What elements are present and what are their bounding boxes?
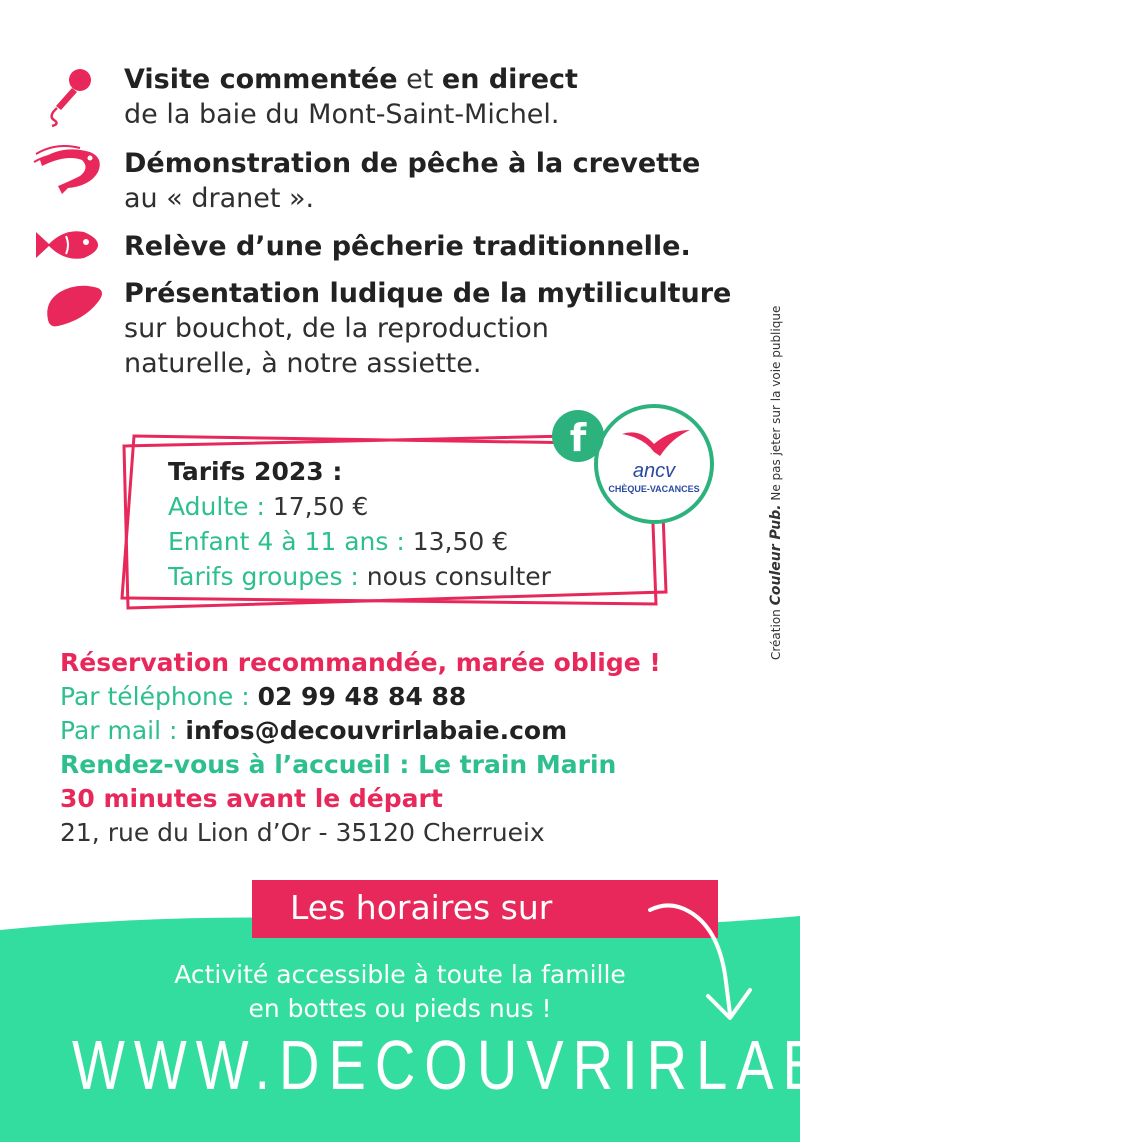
- tarif-adulte-value: 17,50 €: [272, 492, 369, 521]
- microphone-icon: [44, 66, 100, 126]
- phone-line: [60, 680, 661, 714]
- feature-peche-title: Démonstration de pêche à la crevette: [124, 148, 701, 179]
- ancv-badge: [594, 404, 714, 524]
- feature-visite-line2: de la baie du Mont-Saint-Michel.: [124, 99, 560, 130]
- tarif-enfant-value: 13,50 €: [412, 527, 509, 556]
- facebook-letter: f: [569, 416, 587, 460]
- ancv-subtitle: CHÈQUE-VACANCES: [608, 484, 700, 494]
- feature-mytiliculture-title: Présentation ludique de la mytiliculture: [124, 278, 732, 309]
- phone-value[interactable]: 02 99 48 84 88: [257, 682, 467, 711]
- mail-label: Par mail :: [60, 716, 186, 745]
- rdv-line: Rendez-vous à l’accueil : Le train Marin: [60, 750, 617, 779]
- phone-label: Par téléphone :: [60, 682, 258, 711]
- feature-visite-bold-a: Visite commentée: [124, 64, 398, 95]
- tarif-adulte-label: Adulte :: [168, 492, 273, 521]
- tarif-adulte: [168, 489, 551, 524]
- mail-line: [60, 714, 661, 748]
- reservation-note: Réservation recommandée, marée oblige !: [60, 648, 661, 677]
- credit-vertical: [768, 306, 784, 660]
- feature-visite: [124, 62, 578, 132]
- ancv-name: ancv: [632, 460, 676, 482]
- feature-visite-line1: [124, 62, 578, 97]
- contact-block: [60, 646, 661, 850]
- tarif-enfant-label: Enfant 4 à 11 ans :: [168, 527, 413, 556]
- feature-visite-mid: et: [397, 64, 442, 95]
- famille-line2: en bottes ou pieds nus !: [248, 994, 552, 1023]
- feature-mytiliculture-line2: sur bouchot, de la reproduction: [124, 313, 549, 344]
- famille-note: [0, 958, 800, 1026]
- feature-mytiliculture-line3: naturelle, à notre assiette.: [124, 348, 482, 379]
- feature-mytiliculture: [124, 276, 731, 381]
- credit-prefix: Création: [769, 605, 783, 660]
- facebook-icon[interactable]: [552, 410, 604, 462]
- ancv-bird-icon: [620, 426, 692, 460]
- tarif-groupes: [168, 559, 551, 594]
- feature-peche: [124, 146, 700, 216]
- tarif-list: [168, 454, 551, 594]
- famille-line1: Activité accessible à toute la famille: [174, 960, 626, 989]
- mussel-icon: [44, 282, 104, 328]
- horaires-text: Les horaires sur: [290, 888, 553, 927]
- credit-brand: Couleur Pub.: [768, 504, 784, 606]
- shrimp-icon: [32, 142, 108, 194]
- mail-value[interactable]: infos@decouvrirlabaie.com: [185, 716, 568, 745]
- website-url[interactable]: WWW.DECOUVRIRLABAIE.COM: [72, 1025, 1128, 1104]
- fish-icon: [36, 228, 100, 262]
- tarif-title: Tarifs 2023 :: [168, 457, 343, 486]
- feature-pecherie-title: Relève d’une pêcherie traditionnelle.: [124, 231, 691, 262]
- tarif-groupes-value: nous consulter: [366, 562, 551, 591]
- depart-line: 30 minutes avant le départ: [60, 784, 443, 813]
- tarif-groupes-label: Tarifs groupes :: [168, 562, 367, 591]
- feature-pecherie: [124, 229, 691, 264]
- feature-visite-bold-b: en direct: [441, 64, 578, 95]
- tarif-enfant: [168, 524, 551, 559]
- feature-peche-line2: au « dranet ».: [124, 183, 315, 214]
- address-line: 21, rue du Lion d’Or - 35120 Cherrueix: [60, 818, 545, 847]
- credit-suffix: Ne pas jeter sur la voie publique: [769, 305, 783, 505]
